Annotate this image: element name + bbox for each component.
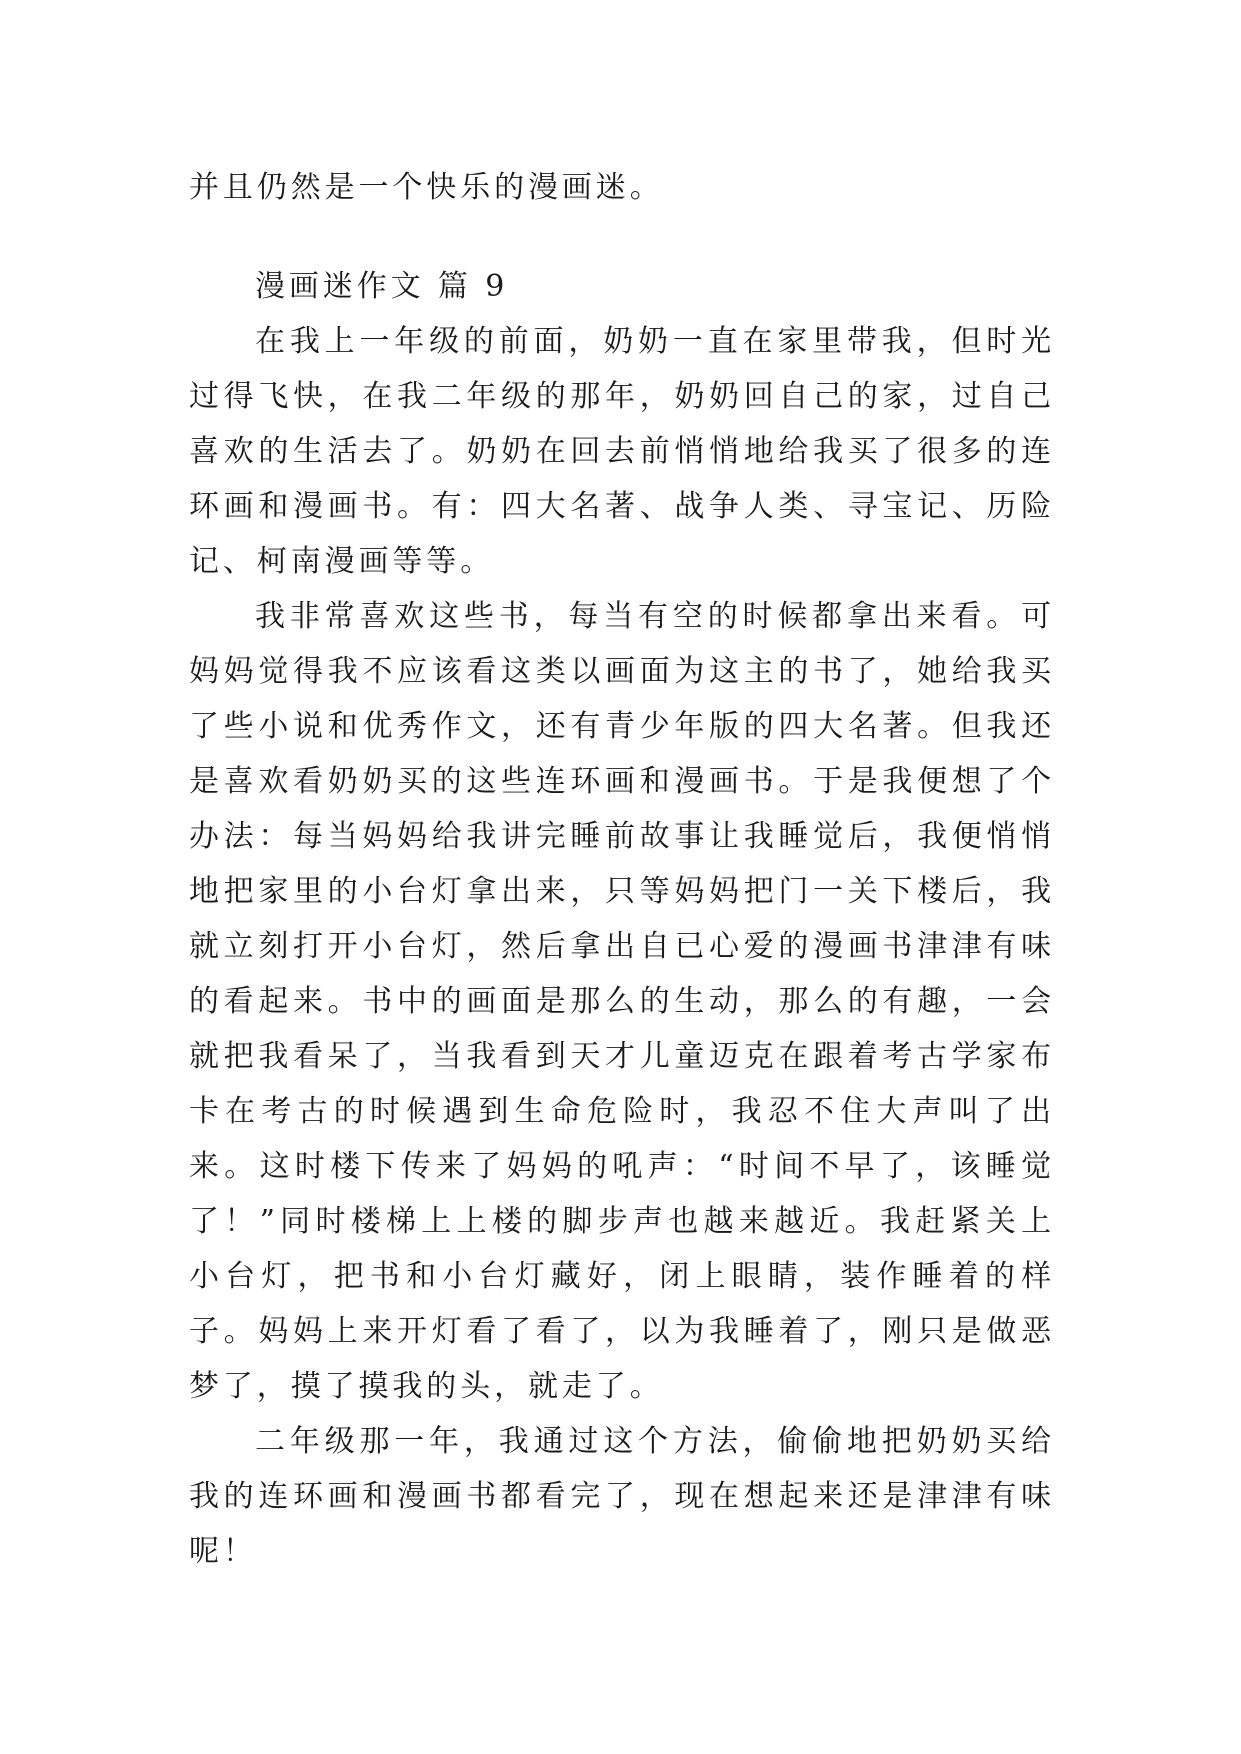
body-paragraph-1: 在我上一年级的前面，奶奶一直在家里带我，但时光过得飞快，在我二年级的那年，奶奶回自己的家，过自己喜欢的生活去了。奶奶在回去前悄悄地给我买了很多的连环画和漫画书。有：四大名著、战争人类、寻宝记、历险记、柯南漫画等等。 xyxy=(189,324,1055,579)
lead-paragraph: 并且仍然是一个快乐的漫画迷。 xyxy=(189,170,664,205)
body-paragraph-3: 二年级那一年，我通过这个方法，偷偷地把奶奶买给我的连环画和漫画书都看完了，现在想起来还是津津有味呢！ xyxy=(189,1424,1055,1569)
section-heading: 漫画迷作文 篇 9 xyxy=(255,269,509,304)
document-body xyxy=(189,160,1055,1579)
body-paragraph-2: 我非常喜欢这些书，每当有空的时候都拿出来看。可妈妈觉得我不应该看这类以画面为这主的书了，她给我买了些小说和优秀作文，还有青少年版的四大名著。但我还是喜欢看奶奶买的这些连环画和漫画书。于是我便想了个办法：每当妈妈给我讲完睡前故事让我睡觉后，我便悄悄地把家里的小台灯拿出来，只等妈妈把门一关下楼后，我就立刻打开小台灯，然后拿出自已心爱的漫画书津津有味的看起来。书中的画面是那么的生动，那么的有趣，一会就把我看呆了，当我看到天才儿童迈克在跟着考古学家布卡在考古的时候遇到生命危险时，我忍不住大声叫了出来。这时楼下传来了妈妈的吼声：“时间不早了，该睡觉了！”同时楼梯上上楼的脚步声也越来越近。我赶紧关上小台灯，把书和小台灯藏好，闭上眼睛，装作睡着的样子。妈妈上来开灯看了看了，以为我睡着了，刚只是做恶梦了，摸了摸我的头，就走了。 xyxy=(189,599,1055,1404)
